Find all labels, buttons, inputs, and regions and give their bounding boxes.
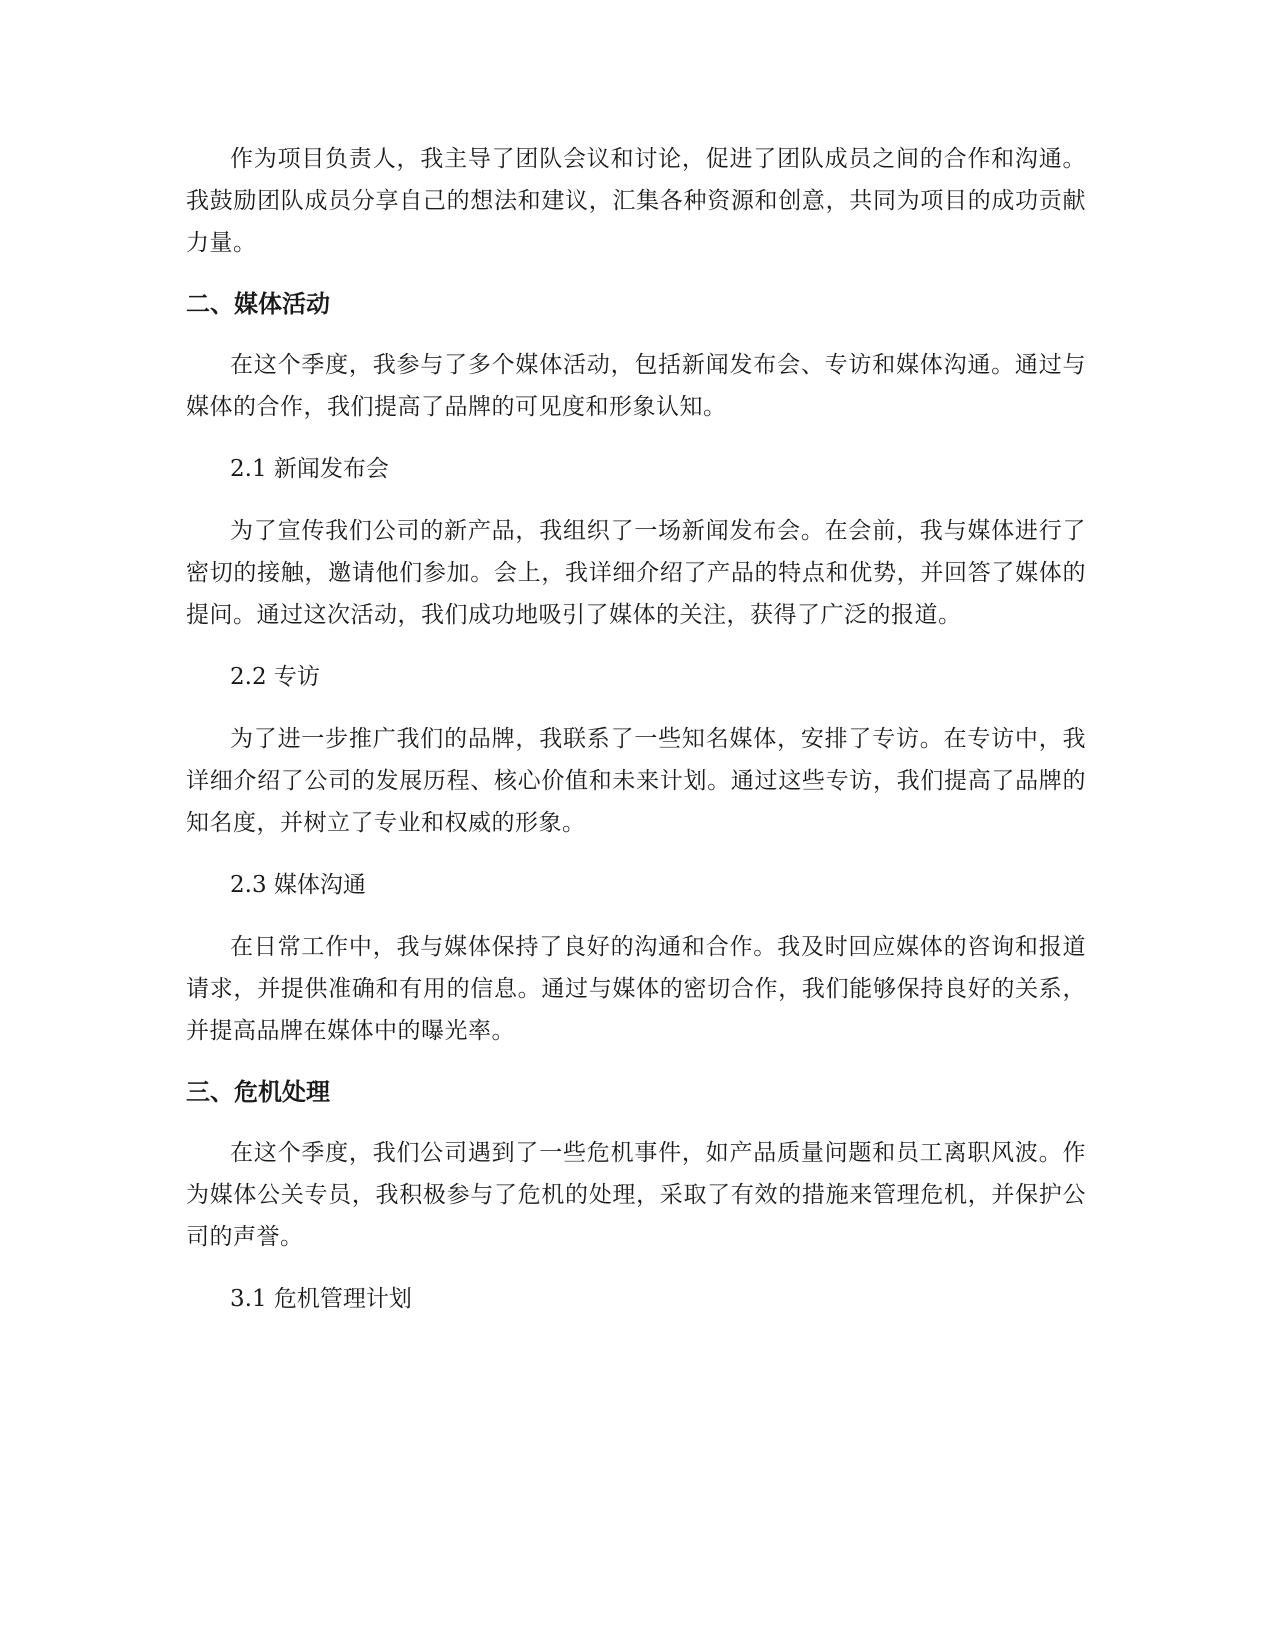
subheading-crisis-management-plan: 3.1 危机管理计划 [230,1286,412,1312]
paragraph-interview: 为了进一步推广我们的品牌，我联系了一些知名媒体，安排了专访。在专访中，我详细介绍了公司的发展历程、核心价值和未来计划。通过这些专访，我们提高了品牌的知名度，并树立了专业和权威的形象。 [186,726,1086,836]
subheading-interview: 2.2 专访 [230,664,320,690]
section-heading-media-activities: 二、媒体活动 [186,290,330,318]
subheading-press-conference: 2.1 新闻发布会 [230,456,389,482]
paragraph-crisis-handling-intro: 在这个季度，我们公司遇到了一些危机事件，如产品质量问题和员工离职风波。作为媒体公关专员，我积极参与了危机的处理，采取了有效的措施来管理危机，并保护公司的声誉。 [186,1140,1086,1250]
paragraph-media-communication: 在日常工作中，我与媒体保持了良好的沟通和合作。我及时回应媒体的咨询和报道请求，并提供准确和有用的信息。通过与媒体的密切合作，我们能够保持良好的关系，并提高品牌在媒体中的曝光率。 [186,934,1086,1044]
paragraph-media-activities-intro: 在这个季度，我参与了多个媒体活动，包括新闻发布会、专访和媒体沟通。通过与媒体的合作，我们提高了品牌的可见度和形象认知。 [186,352,1086,420]
section-heading-crisis-handling: 三、危机处理 [186,1078,330,1106]
paragraph-press-conference: 为了宣传我们公司的新产品，我组织了一场新闻发布会。在会前，我与媒体进行了密切的接触，邀请他们参加。会上，我详细介绍了产品的特点和优势，并回答了媒体的提问。通过这次活动，我们成功地吸引了媒体的关注，获得了广泛的报道。 [186,518,1086,628]
subheading-media-communication: 2.3 媒体沟通 [230,872,366,898]
paragraph-team-leadership: 作为项目负责人，我主导了团队会议和讨论，促进了团队成员之间的合作和沟通。我鼓励团队成员分享自己的想法和建议，汇集各种资源和创意，共同为项目的成功贡献力量。 [186,146,1086,256]
document-body [186,138,1086,1340]
